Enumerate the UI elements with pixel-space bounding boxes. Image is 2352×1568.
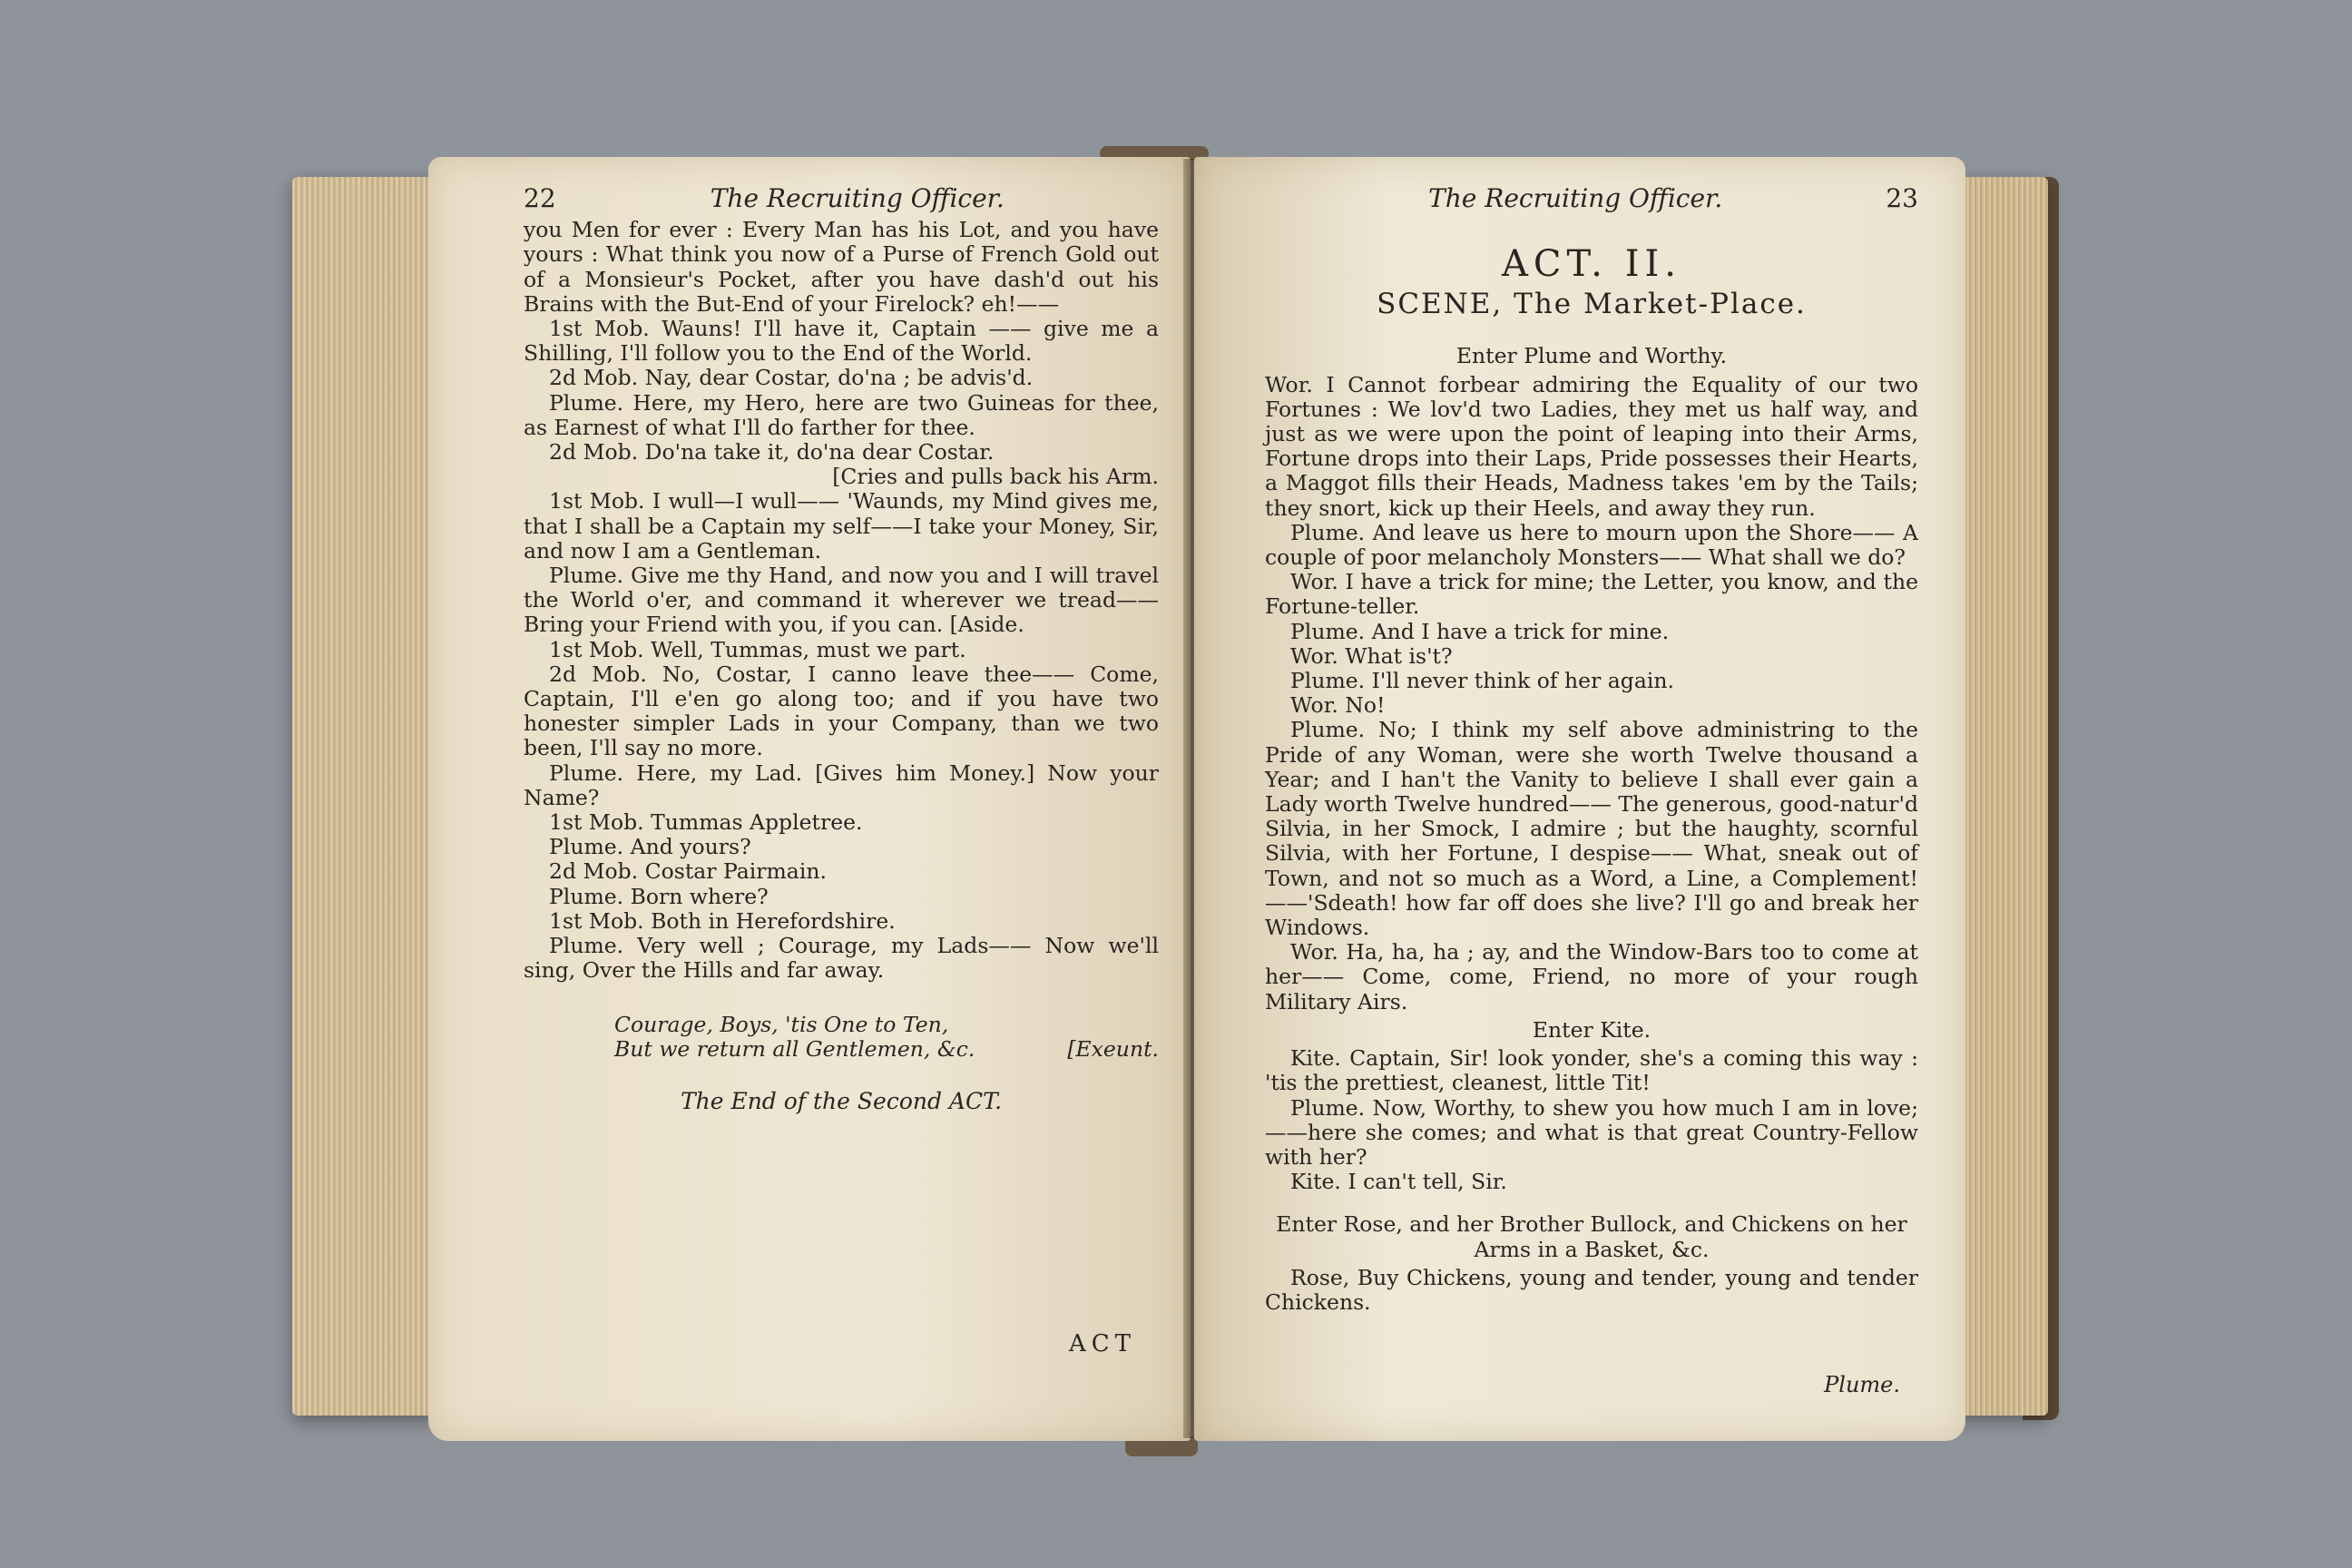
left-running-title: The Recruiting Officer. (710, 183, 1004, 213)
right-page (1194, 157, 1965, 1441)
text-line: Kite. Captain, Sir! look yonder, she's a coming this way : 'tis the prettiest, cleanest, little Tit! (1265, 1045, 1918, 1096)
text-line: 1st Mob. Tummas Appletree. (549, 809, 863, 836)
text-line: Plume. I'll never think of her again. (1290, 668, 1674, 694)
text-line: Wor. No! (1290, 692, 1386, 719)
end-of-act: The End of the Second ACT. (680, 1087, 1003, 1114)
verse-line-2: But we return all Gentlemen, &c. (614, 1035, 975, 1062)
text-line: Wor. I Cannot forbear admiring the Equality of our two Fortunes : We lov'd two Ladies, they met us half way, and just as we were upon the point of leaping into their Arms, Fortune drops into their Laps, Pride possesses their Hearts, a Maggot fills their Heads, Madness takes 'em by the Tails; they snort, kick up their Heels, and away they run. (1265, 371, 1918, 521)
text-line: Plume. And yours? (549, 834, 751, 860)
text-line: Wor. Ha, ha, ha ; ay, and the Window-Bars too to come at her—— Come, come, Friend, no more of your rough Military Airs. (1265, 939, 1918, 1014)
text-line: Kite. I can't tell, Sir. (1290, 1169, 1507, 1195)
scene-heading: SCENE, The Market-Place. (1377, 288, 1807, 321)
text-line: Plume. Here, my Lad. [Gives him Money.] Now your Name? (524, 760, 1159, 810)
left-page (428, 157, 1191, 1441)
left-page-content (524, 183, 1159, 1114)
verse-line-1: Courage, Boys, 'tis One to Ten, (614, 1011, 949, 1037)
song-verse (614, 1013, 1159, 1062)
text-line: Plume. Very well ; Courage, my Lads—— Now we'll sing, Over the Hills and far away. (524, 933, 1159, 984)
text-line: Rose, Buy Chickens, young and tender, young and tender Chickens. (1265, 1264, 1918, 1315)
text-line: Plume. And leave us here to mourn upon the Shore—— A couple of poor melancholy Monsters—— What shall we do? (1265, 519, 1918, 571)
text-line: Plume. Give me thy Hand, and now you and I will travel the World o'er, and command it wherever we tread—— Bring your Friend with you, if you can. [Aside. (524, 563, 1159, 638)
text-line: Plume. Born where? (549, 883, 769, 909)
text-line: Plume. Now, Worthy, to shew you how much I am in love; ——here she comes; and what is that great Country-Fellow with her? (1265, 1094, 1918, 1170)
text-line: 2d Mob. Nay, dear Costar, do'na ; be advis'd. (549, 365, 1034, 391)
stage-direction-enter-rose: Enter Rose, and her Brother Bullock, and Chickens on her Arms in a Basket, &c. (1276, 1211, 1907, 1262)
text-line: Wor. What is't? (1290, 642, 1453, 669)
text-line: Plume. No; I think my self above administring to the Pride of any Woman, were she worth Twelve thousand a Year; and I han't the Vanity to believe I shall ever gain a Lady worth Twelve hundred—— The generous, good-natur'd Silvia, in her Smock, I admire ; but the haughty, scornful Silvia, with her Fortune, I despise—— What, sneak out of Town, and not so much as a Word, a Line, a Complement! ——'Sdeath! how far off does she live? I'll go and break her Windows. (1265, 717, 1918, 941)
left-catchword: ACT (1068, 1330, 1136, 1357)
text-line: 2d Mob. Costar Pairmain. (549, 858, 827, 885)
stage-direction-enter-kite: Enter Kite. (1532, 1016, 1651, 1043)
right-running-head (1265, 183, 1918, 213)
text-line: 1st Mob. I wull—I wull—— 'Waunds, my Mind gives me, that I shall be a Captain my self——I take your Money, Sir, and now I am a Gentleman. (524, 488, 1159, 564)
text-line: [Cries and pulls back his Arm. (832, 464, 1159, 490)
text-line: Plume. Here, my Hero, here are two Guineas for thee, as Earnest of what I'll do farther for thee. (524, 389, 1159, 440)
right-running-title: The Recruiting Officer. (1428, 183, 1723, 213)
right-page-content (1265, 183, 1918, 1315)
text-line: 2d Mob. Do'na take it, do'na dear Costar. (549, 439, 995, 466)
text-line: you Men for ever : Every Man has his Lot, and you have yours : What think you now of a Purse of French Gold out of a Monsieur's Pocket, after you have dash'd out his Brains with the But-End of your Firelock? eh!—— (524, 217, 1159, 317)
text-line: 1st Mob. Well, Tummas, must we part. (549, 636, 966, 662)
right-page-number: 23 (1886, 183, 1918, 213)
right-catchword: Plume. (1824, 1372, 1900, 1397)
left-running-head (524, 183, 1159, 213)
open-book (292, 150, 2048, 1447)
stage-direction-enter: Enter Plume and Worthy. (1455, 343, 1728, 369)
exeunt-direction: [Exeunt. (1067, 1035, 1159, 1062)
act-heading: ACT. II. (1501, 243, 1682, 286)
text-line: Wor. I have a trick for mine; the Letter, you know, and the Fortune-teller. (1265, 569, 1918, 620)
left-page-number: 22 (524, 183, 556, 213)
page-edges-left (292, 177, 437, 1416)
text-line: 2d Mob. No, Costar, I canno leave thee—— Come, Captain, I'll e'en go along too; and if you have two honester simpler Lads in your Company, than we two been, I'll say no more. (524, 661, 1159, 761)
text-line: 1st Mob. Both in Herefordshire. (549, 907, 896, 934)
left-text-block (524, 218, 1159, 983)
right-text-block (1265, 373, 1918, 1014)
right-text-block-2 (1265, 1046, 1918, 1194)
text-line: Plume. And I have a trick for mine. (1290, 618, 1670, 644)
text-line: 1st Mob. Wauns! I'll have it, Captain —— give me a Shilling, I'll follow you to the End of the World. (524, 316, 1159, 367)
